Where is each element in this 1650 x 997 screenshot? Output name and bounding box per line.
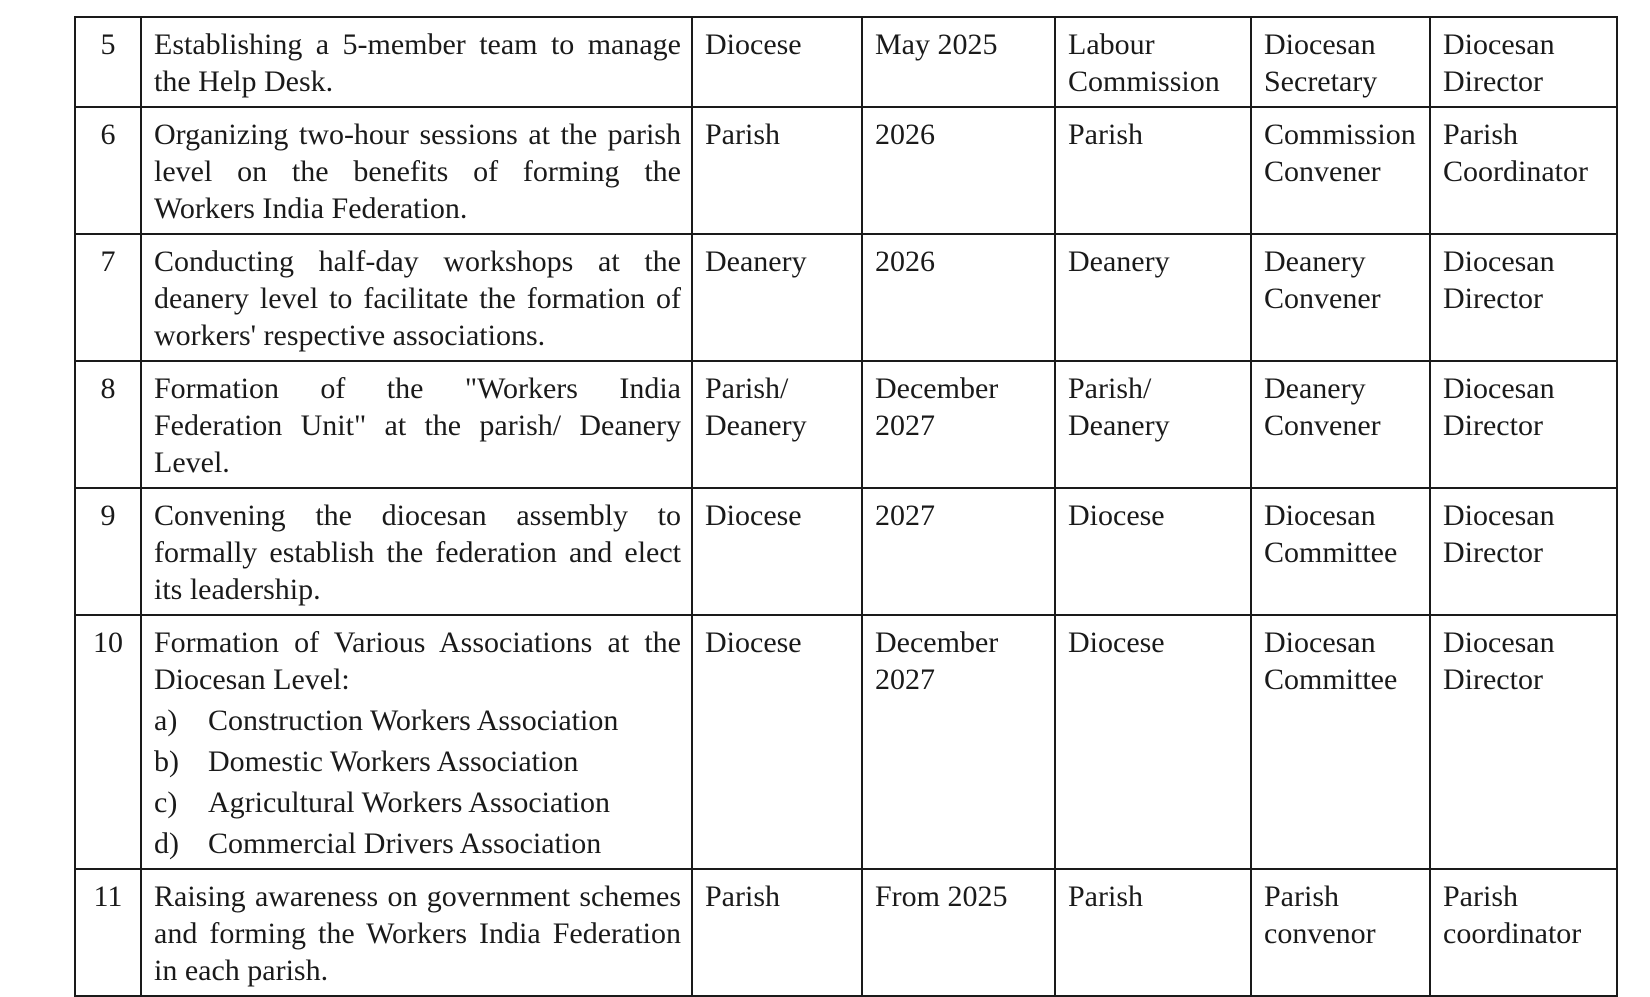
monitor-cell — [1430, 488, 1617, 615]
list-marker: c) — [154, 786, 178, 819]
cell-line: Diocesan — [1443, 626, 1555, 659]
cell-line: Deanery — [1068, 409, 1170, 442]
activity-text: Formation of Various Associations at the Diocesan Level: — [154, 626, 681, 696]
timeline-cell — [862, 17, 1055, 107]
cell-line: Committee — [1264, 663, 1398, 696]
cell-line: Director — [1443, 282, 1543, 315]
responsible-cell — [1055, 615, 1251, 869]
cell-line: Diocesan — [1264, 626, 1376, 659]
monitor-cell — [1430, 17, 1617, 107]
activity-text: Raising awareness on government schemes and forming the Workers India Federation in each parish. — [154, 880, 681, 987]
cell-line: 2026 — [875, 118, 935, 151]
cell-line: Director — [1443, 536, 1543, 569]
level-cell — [692, 615, 862, 869]
coordinator-cell — [1251, 361, 1430, 488]
cell-line: Diocesan — [1443, 372, 1555, 405]
activity-cell — [141, 17, 692, 107]
cell-line: coordinator — [1443, 917, 1582, 950]
cell-line: Deanery — [1264, 372, 1366, 405]
coordinator-cell — [1251, 107, 1430, 234]
list-item — [154, 743, 681, 780]
cell-line: December — [875, 372, 999, 405]
cell-line: Labour — [1068, 28, 1155, 61]
activity-text: Establishing a 5-member team to manage the Help Desk. — [154, 28, 681, 98]
association-list — [154, 702, 681, 862]
cell-line: Director — [1443, 65, 1543, 98]
timeline-cell — [862, 234, 1055, 361]
row-number: 7 — [75, 234, 141, 361]
cell-line: Parish — [1443, 880, 1518, 913]
level-cell — [692, 869, 862, 996]
row-number: 9 — [75, 488, 141, 615]
cell-line: Parish — [705, 880, 780, 913]
table-row — [75, 869, 1617, 996]
activity-cell — [141, 869, 692, 996]
cell-line: Parish — [705, 118, 780, 151]
cell-line: Deanery — [705, 245, 807, 278]
responsible-cell — [1055, 107, 1251, 234]
list-item-text: Construction Workers Association — [208, 704, 619, 737]
cell-line: May 2025 — [875, 28, 998, 61]
list-item — [154, 825, 681, 862]
list-item-text: Agricultural Workers Association — [208, 786, 610, 819]
list-item — [154, 784, 681, 821]
cell-line: Diocese — [705, 626, 802, 659]
cell-line: Parish — [1068, 880, 1143, 913]
table-body — [75, 17, 1617, 996]
monitor-cell — [1430, 234, 1617, 361]
cell-line: 2027 — [875, 409, 935, 442]
cell-line: 2026 — [875, 245, 935, 278]
responsible-cell — [1055, 234, 1251, 361]
list-marker: a) — [154, 704, 178, 737]
level-cell — [692, 361, 862, 488]
cell-line: Diocese — [1068, 499, 1165, 532]
monitor-cell — [1430, 107, 1617, 234]
cell-line: 2027 — [875, 663, 935, 696]
level-cell — [692, 107, 862, 234]
cell-line: Convener — [1264, 282, 1381, 315]
cell-line: Diocese — [1068, 626, 1165, 659]
coordinator-cell — [1251, 869, 1430, 996]
row-number: 5 — [75, 17, 141, 107]
activity-text: Convening the diocesan assembly to formally establish the federation and elect its leadership. — [154, 499, 681, 606]
cell-line: Director — [1443, 409, 1543, 442]
cell-line: Commission — [1068, 65, 1220, 98]
timeline-cell — [862, 361, 1055, 488]
cell-line: Convener — [1264, 155, 1381, 188]
cell-line: Deanery — [705, 409, 807, 442]
table-row — [75, 107, 1617, 234]
cell-line: Diocesan — [1443, 28, 1555, 61]
activity-cell — [141, 615, 692, 869]
cell-line: Diocesan — [1443, 245, 1555, 278]
timeline-cell — [862, 869, 1055, 996]
coordinator-cell — [1251, 17, 1430, 107]
cell-line: From 2025 — [875, 880, 1008, 913]
activity-cell — [141, 234, 692, 361]
responsible-cell — [1055, 361, 1251, 488]
timeline-cell — [862, 107, 1055, 234]
responsible-cell — [1055, 869, 1251, 996]
cell-line: Parish — [1264, 880, 1339, 913]
cell-line: Diocese — [705, 28, 802, 61]
row-number: 11 — [75, 869, 141, 996]
activity-cell — [141, 361, 692, 488]
monitor-cell — [1430, 615, 1617, 869]
table-row — [75, 361, 1617, 488]
cell-line: Parish — [1068, 118, 1143, 151]
timeline-cell — [862, 615, 1055, 869]
monitor-cell — [1430, 869, 1617, 996]
cell-line: convenor — [1264, 917, 1376, 950]
cell-line: Diocese — [705, 499, 802, 532]
list-item — [154, 702, 681, 739]
list-item-text: Commercial Drivers Association — [208, 827, 602, 860]
level-cell — [692, 17, 862, 107]
cell-line: December — [875, 626, 999, 659]
level-cell — [692, 234, 862, 361]
table-row — [75, 17, 1617, 107]
activity-cell — [141, 488, 692, 615]
monitor-cell — [1430, 361, 1617, 488]
cell-line: Director — [1443, 663, 1543, 696]
cell-line: Committee — [1264, 536, 1398, 569]
cell-line: Parish/ — [1068, 372, 1152, 405]
cell-line: Deanery — [1264, 245, 1366, 278]
table-row — [75, 488, 1617, 615]
table-row — [75, 615, 1617, 869]
list-marker: d) — [154, 827, 179, 860]
cell-line: Parish — [1443, 118, 1518, 151]
cell-line: Diocesan — [1443, 499, 1555, 532]
cell-line: Parish/ — [705, 372, 789, 405]
cell-line: Diocesan — [1264, 28, 1376, 61]
row-number: 8 — [75, 361, 141, 488]
cell-line: Secretary — [1264, 65, 1378, 98]
cell-line: Commission — [1264, 118, 1416, 151]
coordinator-cell — [1251, 615, 1430, 869]
responsible-cell — [1055, 17, 1251, 107]
table-row — [75, 234, 1617, 361]
action-plan-table — [74, 16, 1618, 997]
responsible-cell — [1055, 488, 1251, 615]
cell-line: Deanery — [1068, 245, 1170, 278]
list-item-text: Domestic Workers Association — [208, 745, 579, 778]
coordinator-cell — [1251, 234, 1430, 361]
activity-cell — [141, 107, 692, 234]
list-marker: b) — [154, 745, 179, 778]
timeline-cell — [862, 488, 1055, 615]
activity-text: Formation of the "Workers India Federation Unit" at the parish/ Deanery Level. — [154, 372, 681, 479]
cell-line: Coordinator — [1443, 155, 1588, 188]
cell-line: Convener — [1264, 409, 1381, 442]
activity-text: Conducting half-day workshops at the deanery level to facilitate the formation of workers' respective associations. — [154, 245, 681, 352]
activity-text: Organizing two-hour sessions at the parish level on the benefits of forming the Workers India Federation. — [154, 118, 681, 225]
coordinator-cell — [1251, 488, 1430, 615]
cell-line: Diocesan — [1264, 499, 1376, 532]
level-cell — [692, 488, 862, 615]
row-number: 10 — [75, 615, 141, 869]
row-number: 6 — [75, 107, 141, 234]
cell-line: 2027 — [875, 499, 935, 532]
